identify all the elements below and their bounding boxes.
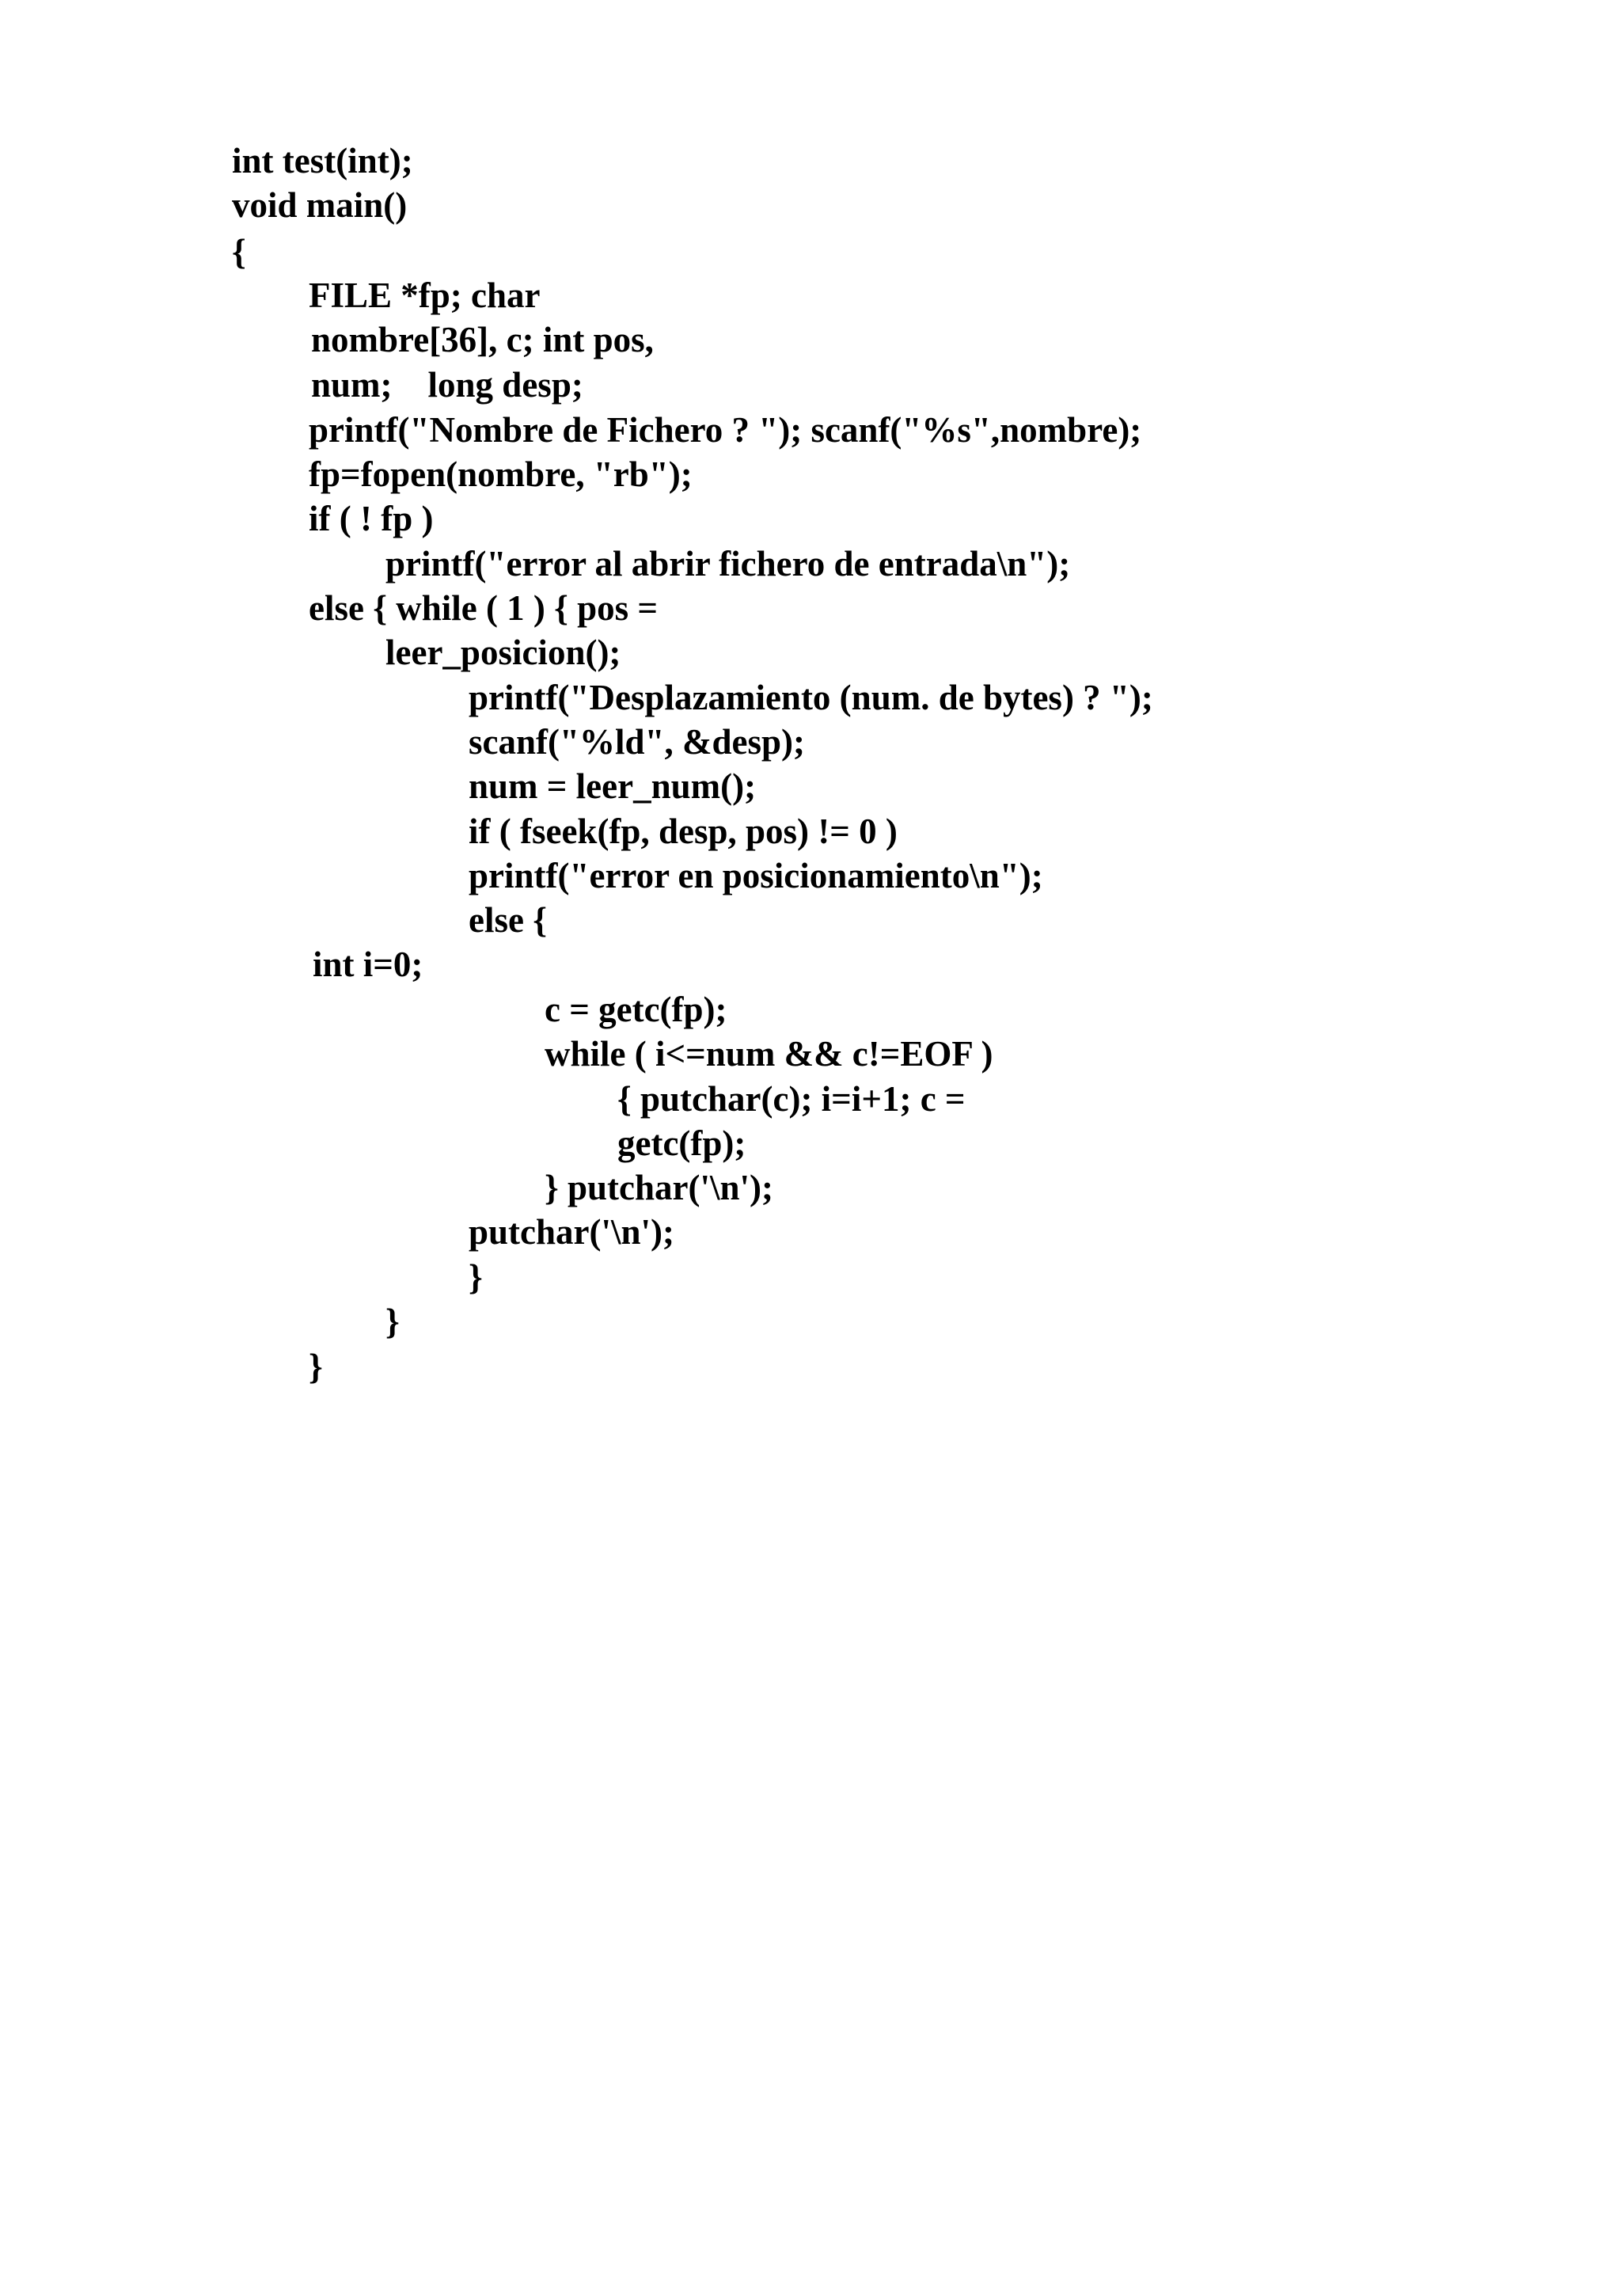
code-line: printf("Nombre de Fichero ? "); scanf("%s",nombre); xyxy=(309,410,1142,450)
code-line: int i=0; xyxy=(313,945,423,984)
code-line: printf("error al abrir fichero de entrada\n"); xyxy=(385,544,1071,584)
code-line: printf("Desplazamiento (num. de bytes) ? "); xyxy=(469,678,1153,717)
code-line: if ( ! fp ) xyxy=(309,499,434,538)
code-line: } putchar('\n'); xyxy=(545,1168,773,1207)
code-line: else { xyxy=(469,900,547,940)
code-line: num; long desp; xyxy=(311,365,583,405)
code-line: } xyxy=(469,1257,483,1297)
code-line: nombre[36], c; int pos, xyxy=(311,320,654,359)
code-line: FILE *fp; char xyxy=(309,276,541,315)
code-line: putchar('\n'); xyxy=(469,1212,675,1252)
code-line: if ( fseek(fp, desp, pos) != 0 ) xyxy=(469,812,898,851)
code-line: } xyxy=(309,1347,323,1386)
code-line: scanf("%ld", &desp); xyxy=(469,722,805,762)
code-line: c = getc(fp); xyxy=(545,990,727,1029)
code-line: printf("error en posicionamiento\n"); xyxy=(469,856,1043,895)
code-line: void main() xyxy=(232,185,408,225)
code-line: { putchar(c); i=i+1; c = xyxy=(617,1079,966,1119)
code-line: else { while ( 1 ) { pos = xyxy=(309,588,659,628)
code-line: { xyxy=(232,232,246,272)
code-line: while ( i<=num && c!=EOF ) xyxy=(545,1034,993,1074)
code-line: num = leer_num(); xyxy=(469,766,757,806)
code-line: } xyxy=(385,1302,400,1341)
code-line: fp=fopen(nombre, "rb"); xyxy=(309,454,693,494)
code-line: getc(fp); xyxy=(617,1123,746,1163)
code-line: int test(int); xyxy=(232,141,413,181)
code-line: leer_posicion(); xyxy=(385,633,621,672)
